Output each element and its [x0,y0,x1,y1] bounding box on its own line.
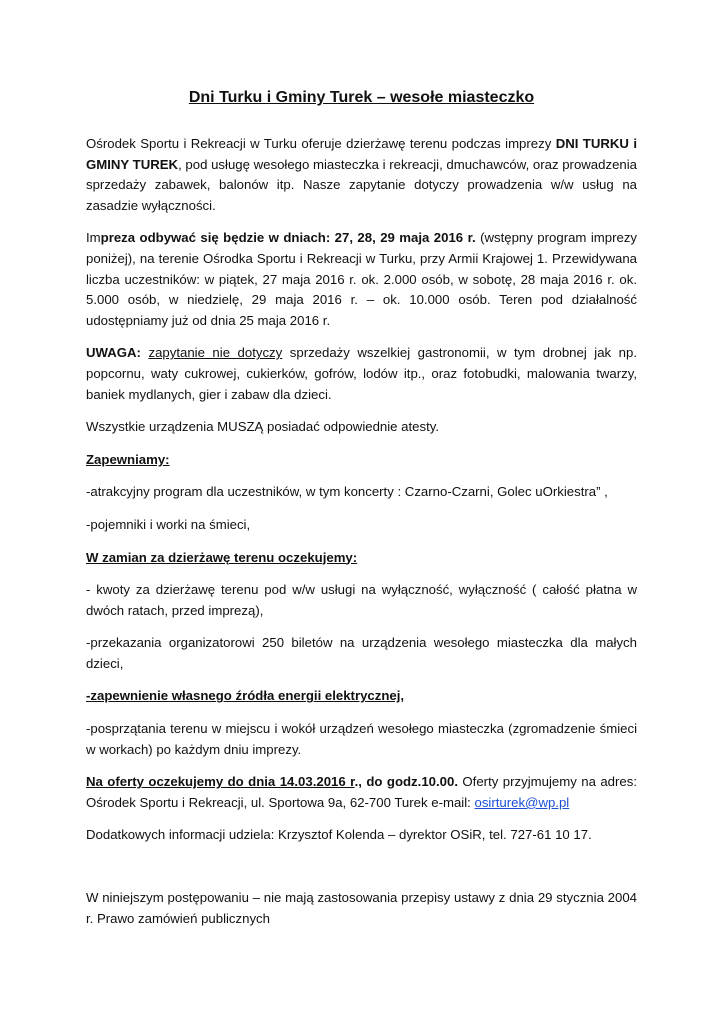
warning-paragraph [86,343,637,405]
expect-item-2: -przekazania organizatorowi 250 biletów na urządzenia wesołego miasteczka dla małych dzieci, [86,635,637,671]
expect-heading: W zamian za dzierżawę terenu oczekujemy: [86,549,358,565]
contact-paragraph: Dodatkowych informacji udziela: Krzysztof Kolenda – dyrektor OSiR, tel. 727-61 10 17. [86,827,592,843]
intro-text-1: Ośrodek Sportu i Rekreacji w Turku oferuje dzierżawę terenu podczas imprezy [86,136,556,151]
dates-text-rest: (wstępny program imprezy poniżej), na terenie Ośrodka Sportu i Rekreacji w Turku, przy Armii Krajowej 1. Przewidywana liczba uczestników: w piątek, 27 maja 2016 r. ok. 2.000 osób, w sobotę, 28 maja 2016 r. ok. 5.000 osób, w niedzielę, 29 maja 2016 r. – ok. 10.000 osób. Teren pod działalność udostępniamy już od dnia 25 maja 2016 r. [86,230,638,328]
expect-item-1: - kwoty za dzierżawę terenu pod w/w usługi na wyłączność, wyłączność ( całość płatna w dwóch ratach, przed imprezą), [86,582,637,618]
dates-text-prefix: Im [86,230,101,246]
legal-paragraph: W niniejszym postępowaniu – nie mają zastosowania przepisy ustawy z dnia 29 stycznia 2004 r. Prawo zamówień publicznych [86,890,637,926]
certificates-paragraph: Wszystkie urządzenia MUSZĄ posiadać odpowiednie atesty. [86,419,440,435]
offers-paragraph [86,772,637,813]
warning-label: UWAGA: [86,345,141,361]
event-dates-paragraph [86,228,637,331]
provide-heading: Zapewniamy: [86,451,170,467]
expect-item-cleaning: -posprzątania terenu w miejscu i wokół urządzeń wesołego miasteczka (zgromadzenie śmieci w workach) po każdym dniu imprezy. [86,721,637,757]
provide-item-1: -atrakcyjny program dla uczestników, w tym koncerty : Czarno-Czarni, Golec uOrkiestra” , [86,484,608,500]
intro-paragraph [86,134,637,216]
intro-text-2: , pod usługę wesołego miasteczka i rekreacji, dmuchawców, oraz prowadzenia sprzedaży zabawek, balonów itp. Nasze zapytanie dotyczy prowadzenia w/w usług na zasadzie wyłączności. [86,156,637,213]
expect-item-power: -zapewnienie własnego źródła energii elektrycznej, [86,688,405,704]
offers-deadline: Na oferty oczekujemy do dnia 14.03.2016 r [86,774,355,790]
warning-underlined: zapytanie nie dotyczy [148,345,283,361]
event-dates: preza odbywać się będzie w dniach: 27, 28, 29 maja 2016 r. [100,230,476,246]
warning-text: sprzedaży wszelkiej gastronomii, w tym drobnej jak np. popcornu, waty cukrowej, cukierków, gofrów, lodów itp., oraz fotobudki, malowania twarzy, baniek mydlanych, gier i zabaw dla dzieci. [86,345,637,402]
offers-address: Oferty przyjmujemy na adres: Ośrodek Sportu i Rekreacji, ul. Sportowa 9a, 62-700 Turek e-mail: [86,774,637,810]
offers-time: ., do godz.10.00. [354,774,458,790]
event-name: DNI TURKU i GMINY TUREK [86,136,637,172]
document-title: Dni Turku i Gminy Turek – wesołe miasteczko [188,89,535,106]
provide-item-2: -pojemniki i worki na śmieci, [86,516,251,532]
email-link[interactable]: osirturek@wp.pl [474,794,570,810]
